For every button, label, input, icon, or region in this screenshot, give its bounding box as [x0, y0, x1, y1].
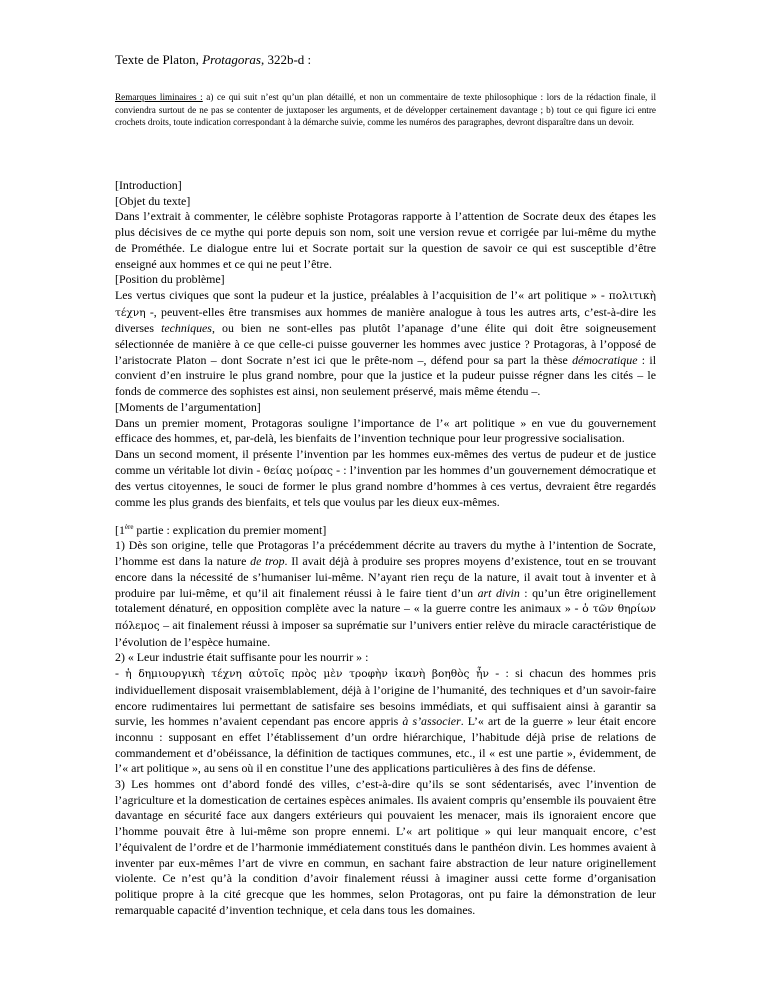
paragraph-moment-2: Dans un second moment, il présente l’invention par les hommes eux-mêmes des vertus de pudeur et de justice comme un véritable lot divin - θείας μοίρας - : l’invention par les hommes d’un gouvernement démocratique et des vertus citoyennes, le souci de former le plus grand nombre d’hommes à ces vertus, devraient être regardés comme les plus grands des bienfaits, et tels que voulus par les dieux eux-mêmes.	[115, 446, 656, 510]
preliminary-remarks	[115, 91, 656, 129]
remarks-label: Remarques liminaires :	[115, 92, 203, 102]
paragraph-moment-1: Dans un premier moment, Protagoras souligne l’importance de l’« art politique » en vue du gouvernement efficace des hommes, et, par-delà, les bienfaits de l’invention technique pour leur progressive socialisation.	[115, 415, 656, 446]
greek-text: πολιτικὴ τέχνη	[115, 289, 656, 319]
heading-position: [Position du problème]	[115, 272, 225, 287]
heading-moments: [Moments de l’argumentation]	[115, 399, 261, 414]
paragraph-3: 3) Les hommes ont d’abord fondé des villes, c’est-à-dire qu’ils se sont sédentarisés, avec l’invention de l’agriculture et la domestication de certaines espèces animales. Ils avaient compris qu’ensemble ils pouvaient être davantage en sécurité face aux dangers extérieurs qui pouvaient les menacer, mais ils ignoraient encore que l’homme pouvait être à lui-même son propre ennemi. L’« art politique » qui leur manquait encore, c’est l’équivalent de l’ordre et de l’harmonie immédiatement constitués dans le panthéon divin. Les hommes avaient à inventer par eux-mêmes l’art de vivre en commun, en sachant faire abstraction de leur nature originellement violente. Ce n’est qu’à la condition d’avoir finalement réussi à imaginer aussi cette forme d’organisation politique propre à la cité grecque que les hommes, selon Protagoras, ont pu faire la démonstration de leur remarquable capacité d’invention technique, et cela dans tous les domaines.	[115, 777, 656, 917]
document-body	[115, 178, 656, 918]
spacer	[115, 511, 656, 523]
paragraph-2-heading: 2) « Leur industrie était suffisante pour les nourrir » :	[115, 650, 369, 665]
paragraph-objet: Dans l’extrait à commenter, le célèbre sophiste Protagoras rapporte à l’attention de Socrate deux des étapes les plus décisives de ce mythe qui porte depuis son nom, soit une version revue et corrigée par lui-même du mythe de Prométhée. Le dialogue entre lui et Socrate portait sur la question de savoir ce qui est susceptible d’être enseigné aux hommes et ce qui ne peut l’être.	[115, 209, 656, 271]
heading-objet: [Objet du texte]	[115, 193, 191, 208]
title-text: Texte de Platon,	[115, 52, 203, 67]
title-work: Protagoras	[202, 52, 261, 67]
greek-text: θείας μοίρας	[263, 464, 333, 477]
paragraph-position: Les vertus civiques que sont la pudeur et la justice, préalables à l’acquisition de l’« art politique » - πολιτικὴ τέχνη -, peuvent-elles être transmises aux hommes de manière analogue à tous les autres arts, c’est-à-dire les diverses techniques, ou bien ne sont-elles pas plutôt l’apanage d’une élite qui doit être soigneusement sélectionnée de manière à ce que celle-ci puisse gouverner les hommes avec justice ? Protagoras, à l’opposé de l’aristocrate Platon – dont Socrate n’est ici que le prête-nom –, défend pour sa part la thèse démocratique : il convient d’en instruire le plus grand nombre, pour que la justice et la pudeur puisse régner dans les cités – le fonds de commerce des sophistes est ainsi, non seulement préservé, mais même étendu –.	[115, 287, 656, 399]
document-title	[115, 52, 675, 68]
paragraph-2: - ἡ δημιουργικὴ τέχνη αὐτοῖς πρὸς μὲν τροφὴν ἱκανὴ βοηθὸς ἦν - : si chacun des hommes pris individuellement disposait vraisemblablement, déjà à l’origine de l’humanité, des techniques et d’un savoir-faire encore rudimentaires lui permettant de satisfaire ses besoins immédiats, et qui suffisaient ainsi à garantir sa survie, les hommes n’avaient cependant pas encore appris à s’associer. L’« art de la guerre » leur était encore inconnu : supposant en effet l’établissement d’un ordre hiérarchique, l’habitude déjà prise de relations de commandement et d’obéissance, la définition de tactiques communes, etc., il « est une partie », évidemment, de l’« art politique », au sens où il en constitue l’une des applications particulières à des fins de défense.	[115, 666, 657, 776]
greek-text: ἡ δημιουργικὴ τέχνη αὐτοῖς πρὸς μὲν τροφὴν ἱκανὴ βοηθὸς ἦν	[125, 668, 489, 681]
greek-text: ὁ τῶν θηρίων πόλεμος	[115, 603, 656, 632]
title-reference: , 322b-d :	[260, 52, 312, 67]
remarks-text: a) ce qui suit n’est qu’un plan détaillé, et non un commentaire de texte philosophique : lors de la rédaction finale, il conviendra surtout de ne pas se contenter de juxtaposer les arguments, et de développer certainement davantage ; b) tout ce qui figure ici entre crochets droits, toute indication correspondant à la démarche suivie, comme les numéros des paragraphes, devront disparaître dans un devoir.	[115, 92, 657, 128]
heading-introduction: [Introduction]	[115, 178, 182, 192]
paragraph-1: 1) Dès son origine, telle que Protagoras l’a précédemment décrite au travers du mythe à l’intention de Socrate, l’homme est dans la nature de trop. Il avait déjà à produire ses propres moyens d’existence, tout en se trouvant encore dans la nécessité de s’humaniser lui-même. N’ayant rien reçu de la nature, il avait tout à inventer et à produire par lui-même, et qu’il ait finalement réussi à le faire tient d’un art divin : qu’un être originellement totalement dénaturé, en opposition complète avec la nature – « la guerre contre les animaux » - ὁ τῶν θηρίων πόλεμος – ait finalement réussi à imposer sa suprématie sur l’univers entier relève du miracle caractéristique de l’évolution de l’espèce humaine.	[115, 538, 656, 649]
heading-part-1: [1ère partie : explication du premier moment]	[115, 522, 327, 537]
